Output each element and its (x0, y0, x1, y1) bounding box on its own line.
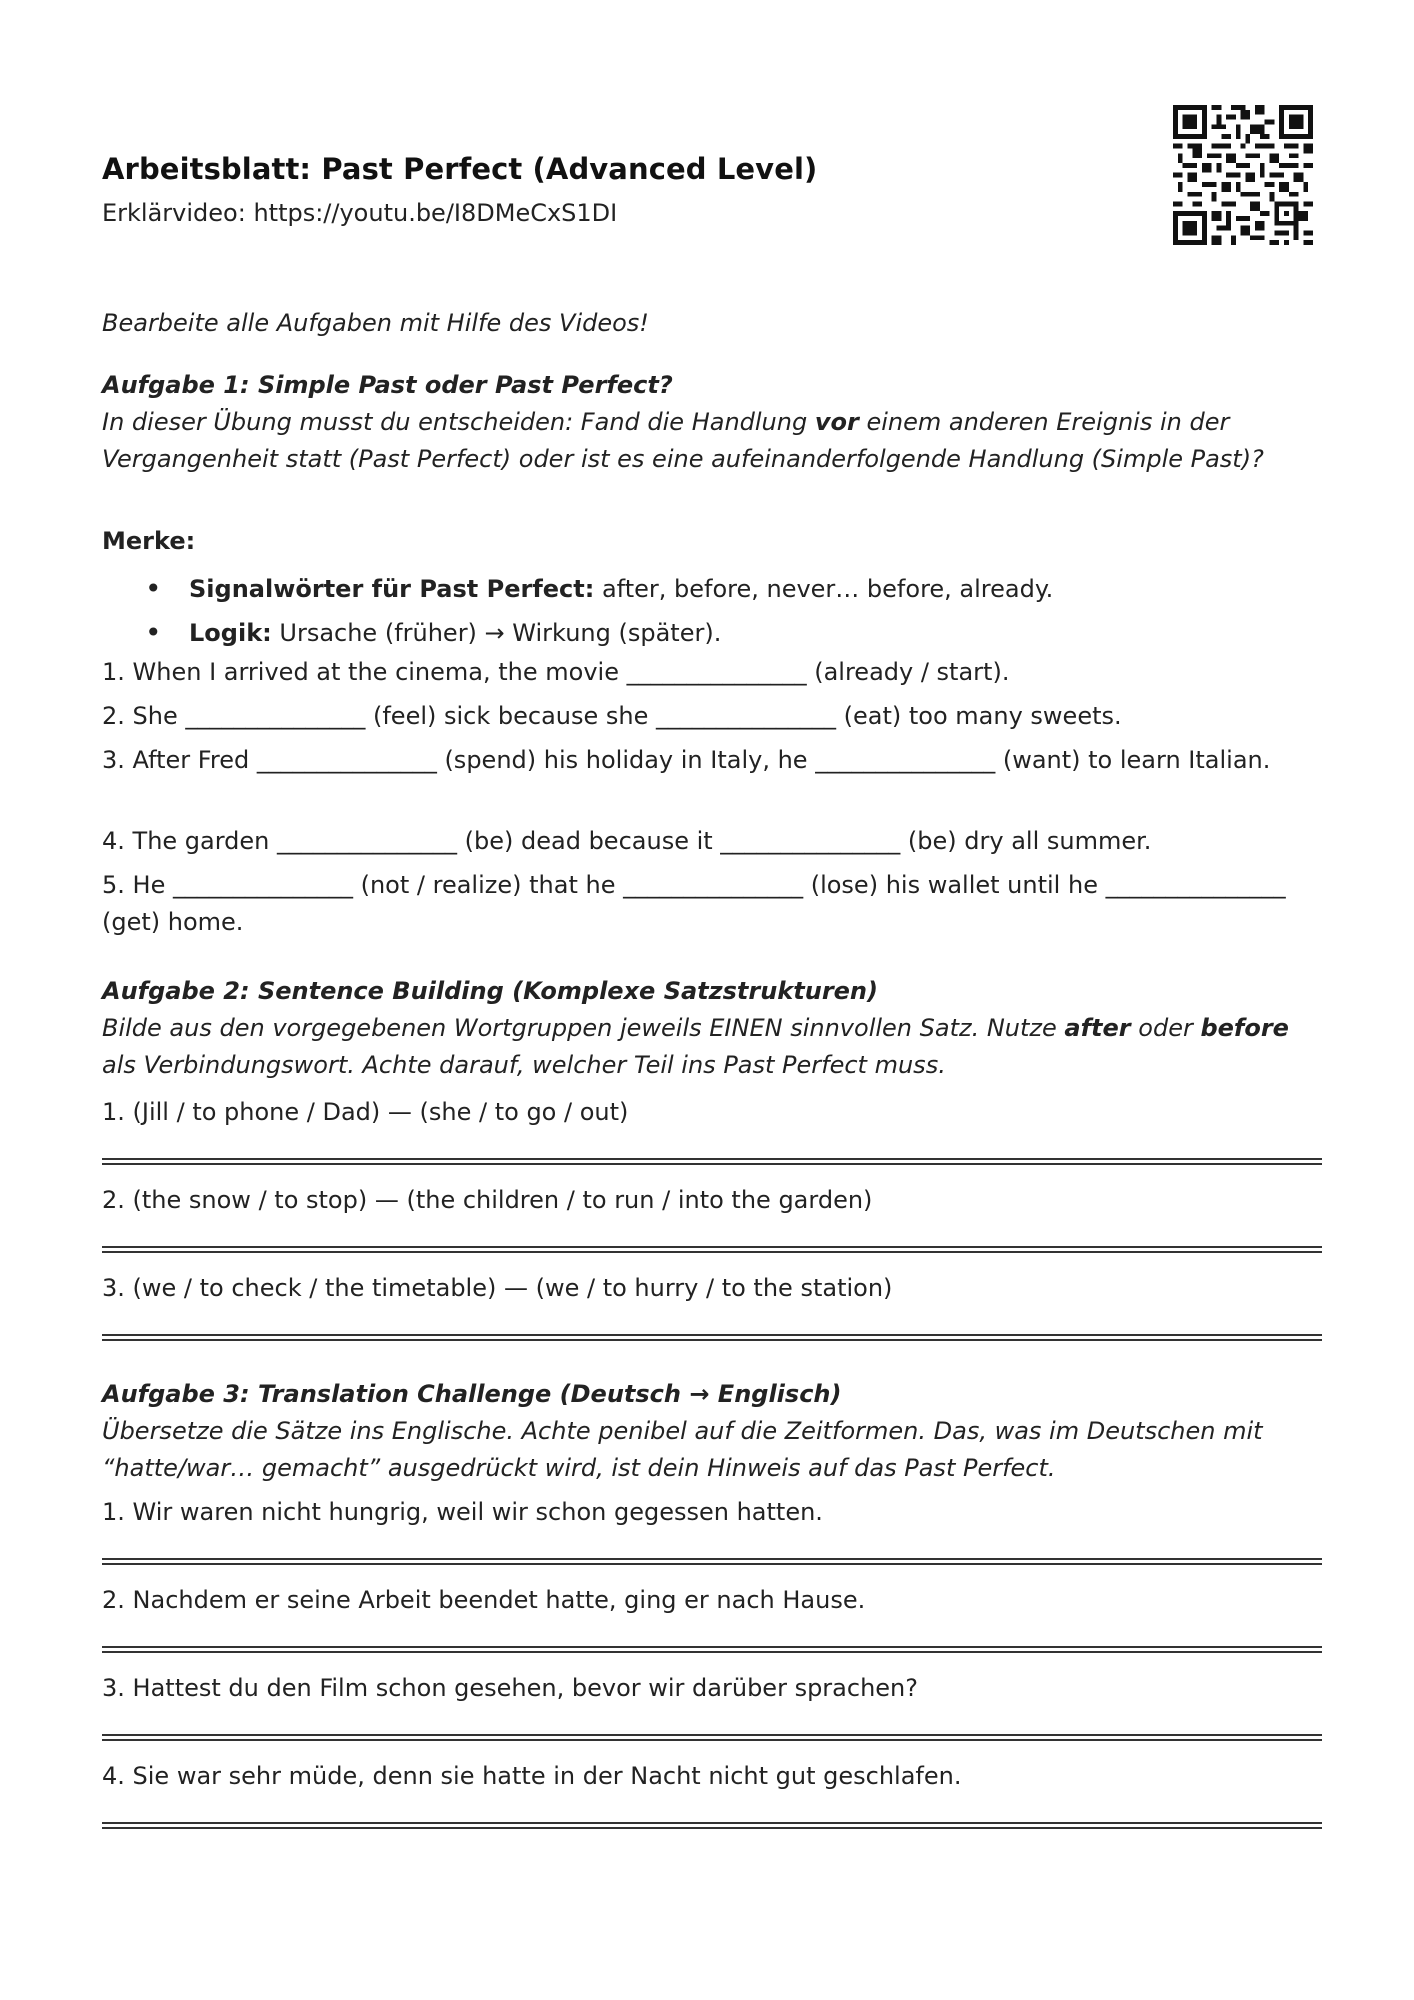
task2-prompt-2: 2. (the snow / to stop) — (the children / to run / into the garden) (102, 1186, 873, 1214)
bullet-text: Ursache (früher) → Wirkung (später). (271, 619, 722, 647)
answer-line[interactable] (102, 1246, 1322, 1248)
answer-line[interactable] (102, 1646, 1322, 1648)
answer-line[interactable] (102, 1558, 1322, 1560)
task2-prompt-1: 1. (Jill / to phone / Dad) — (she / to go / out) (102, 1098, 629, 1126)
task1-heading: Aufgabe 1: Simple Past oder Past Perfect? (102, 371, 673, 399)
exercise-item[interactable]: 1. When I arrived at the cinema, the movie _______________ (already / start). (102, 658, 1010, 686)
answer-line[interactable] (102, 1334, 1322, 1336)
task2-desc-emphasis-after: after (1064, 1014, 1131, 1042)
exercise-item[interactable]: 5. He _______________ (not / realize) that he _______________ (lose) his wallet until he _______________ (get) home. (102, 871, 1286, 936)
worksheet-page (102, 0, 1322, 2000)
task1-section (102, 367, 1322, 478)
bullet-text: after, before, never… before, already. (594, 575, 1054, 603)
task2-prompt-3: 3. (we / to check / the timetable) — (we / to hurry / to the station) (102, 1274, 893, 1302)
task2-heading: Aufgabe 2: Sentence Building (Komplexe Satzstrukturen) (102, 977, 878, 1005)
answer-line[interactable] (102, 1734, 1322, 1736)
task3-sentence-1: 1. Wir waren nicht hungrig, weil wir schon gegessen hatten. (102, 1498, 823, 1526)
answer-line[interactable] (102, 1158, 1322, 1160)
exercise-item[interactable]: 2. She _______________ (feel) sick because she _______________ (eat) too many sweets. (102, 702, 1122, 730)
answer-line[interactable] (102, 1822, 1322, 1824)
task3-sentence-3: 3. Hattest du den Film schon gesehen, bevor wir darüber sprachen? (102, 1674, 918, 1702)
merke-bullet-list (145, 567, 1315, 655)
video-link[interactable]: Erklärvideo: https://youtu.be/I8DMeCxS1DI (102, 199, 618, 227)
task2-desc-text-mid: oder (1130, 1014, 1201, 1042)
task2-desc-emphasis-before: before (1200, 1014, 1289, 1042)
exercise-item[interactable]: 4. The garden _______________ (be) dead because it _______________ (be) dry all summer. (102, 827, 1152, 855)
list-item (145, 611, 1315, 655)
bullet-label: Signalwörter für Past Perfect: (189, 575, 595, 603)
task2-desc-text: Bilde aus den vorgegebenen Wortgruppen jeweils EINEN sinnvollen Satz. Nutze (102, 1014, 1065, 1042)
task3-sentence-4: 4. Sie war sehr müde, denn sie hatte in der Nacht nicht gut geschlafen. (102, 1762, 962, 1790)
task2-description (102, 1010, 1322, 1084)
bullet-label: Logik: (189, 619, 272, 647)
task2-desc-text-end: als Verbindungswort. Achte darauf, welcher Teil ins Past Perfect muss. (102, 1051, 946, 1079)
task3-heading: Aufgabe 3: Translation Challenge (Deutsch → Englisch) (102, 1380, 842, 1408)
task1-description (102, 404, 1322, 478)
list-item (145, 567, 1315, 611)
task1-exercise-list (102, 654, 1322, 941)
task1-desc-text: In dieser Übung musst du entscheiden: Fand die Handlung (102, 408, 815, 436)
task1-desc-text-end: einem anderen Ereignis in der Vergangenheit statt (Past Perfect) oder ist es eine aufeinanderfolgende Handlung (Simple Past)? (102, 408, 1264, 473)
task1-desc-emphasis: vor (814, 408, 859, 436)
task3-description: Übersetze die Sätze ins Englische. Achte penibel auf die Zeitformen. Das, was im Deutschen mit “hatte/war… gemacht” ausgedrückt wird, ist dein Hinweis auf das Past Perfect. (102, 1417, 1263, 1482)
page-title: Arbeitsblatt: Past Perfect (Advanced Level) (102, 152, 818, 186)
merke-label: Merke: (102, 527, 196, 555)
exercise-item[interactable]: 3. After Fred _______________ (spend) his holiday in Italy, he _______________ (want) to learn Italian. (102, 746, 1271, 774)
task2-section (102, 973, 1322, 1084)
intro-instruction: Bearbeite alle Aufgaben mit Hilfe des Videos! (102, 309, 649, 337)
task3-section (102, 1376, 1322, 1487)
task3-sentence-2: 2. Nachdem er seine Arbeit beendet hatte, ging er nach Hause. (102, 1586, 866, 1614)
qr-code-icon (1173, 105, 1313, 245)
